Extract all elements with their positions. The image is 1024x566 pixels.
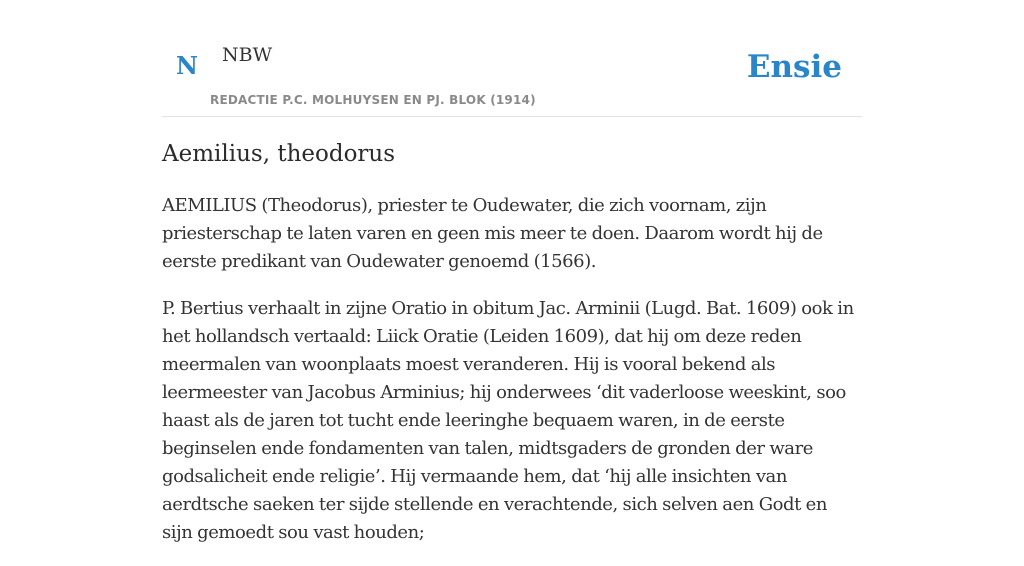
- article-paragraph: AEMILIUS (Theodorus), priester te Oudewater, die zich voornam, zijn priesterschap te laten varen en geen mis meer te doen. Daarom wordt hij de eerste predikant van Oudewater genoemd (1566).: [162, 195, 823, 272]
- source-subtitle: REDACTIE P.C. MOLHUYSEN EN PJ. BLOK (1914): [210, 93, 536, 107]
- source-name[interactable]: NBW: [222, 44, 273, 66]
- article-paragraph: P. Bertius verhaalt in zijne Oratio in obitum Jac. Arminii (Lugd. Bat. 1609) ook in het hollandsch vertaald: Liick Oratie (Leiden 1609), dat hij om deze reden meermalen van woonplaats moest veranderen. Hij is vooral bekend als leermeester van Jacobus Arminius; hij onderwees ‘dit vaderloose weeskint, soo haast als de jaren tot tucht ende leeringhe bequaem waren, in de eerste beginselen ende fondamenten van talen, midtsgaders de gronden der ware godsalicheit ende religie’. Hij vermaande hem, dat ‘hij alle insichten van aerdtsche saeken ter sijde stellende en verachtende, sich selven aen Godt en sijn gemoedt sou vast houden;: [162, 298, 854, 543]
- source-header: [162, 0, 862, 117]
- brand-logo-link[interactable]: Ensie: [746, 49, 842, 85]
- source-logo-icon: N: [176, 51, 198, 80]
- article-title: Aemilius, theodorus: [162, 141, 396, 167]
- article-body: [162, 192, 862, 566]
